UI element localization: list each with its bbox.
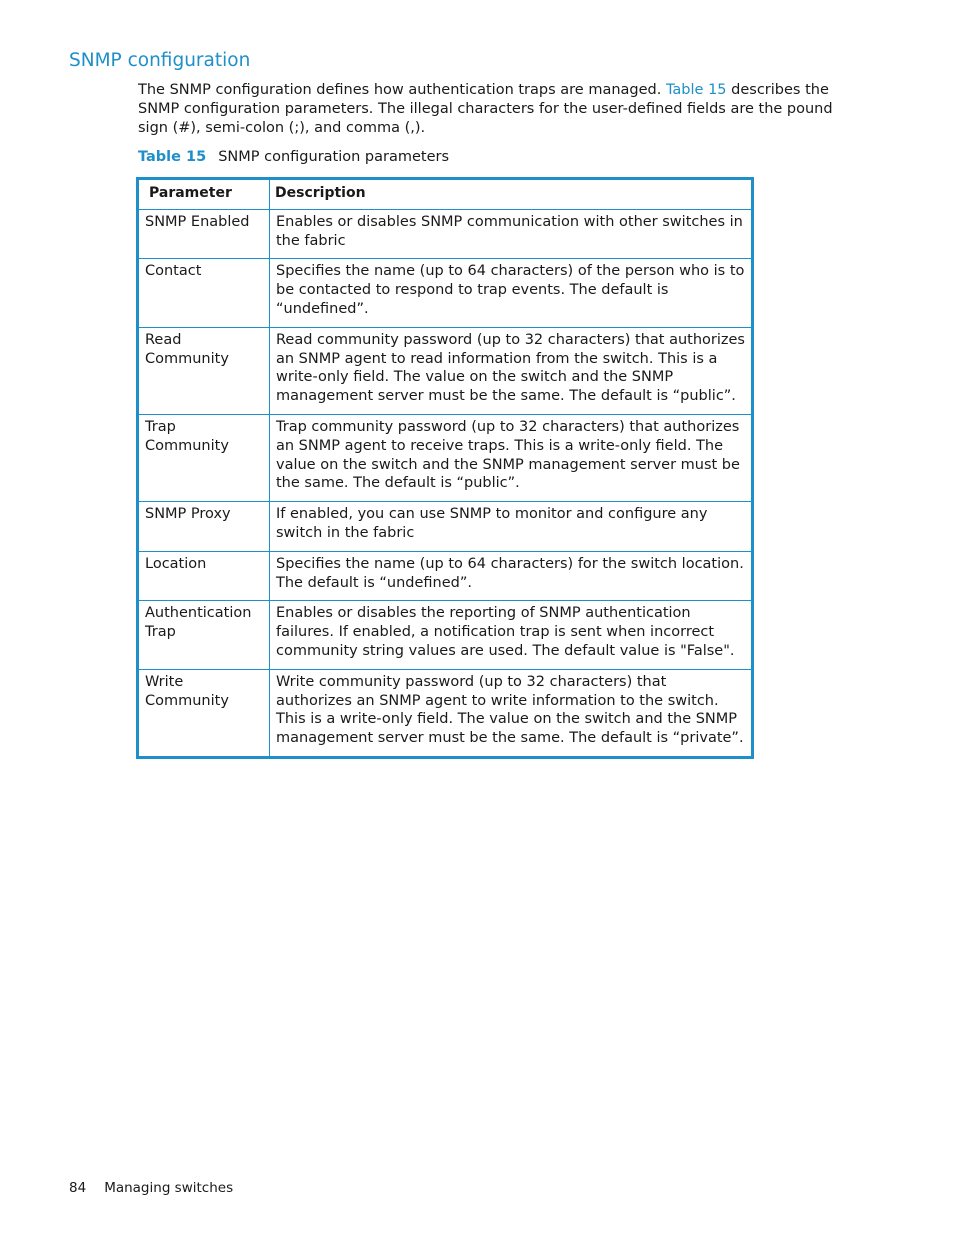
table-reference-link[interactable]: Table 15 <box>665 82 727 98</box>
parameter-cell: SNMP Enabled <box>138 209 270 259</box>
description-cell: Write community password (up to 32 characters) that authorizes an SNMP agent to write information to the switch. This is a write-only field. The value on the switch and the SNMP management server must be the same. The default is “private”. <box>270 669 753 757</box>
header-parameter: Parameter <box>138 179 270 210</box>
table-row <box>138 327 753 414</box>
table-row <box>138 414 753 501</box>
table-row <box>138 209 753 259</box>
description-cell: Read community password (up to 32 characters) that authorizes an SNMP agent to read information from the switch. This is a write-only field. The value on the switch and the SNMP management server must be the same. The default is “public”. <box>270 327 753 414</box>
parameter-cell: SNMP Proxy <box>138 502 270 552</box>
description-cell: If enabled, you can use SNMP to monitor and configure any switch in the fabric <box>270 502 753 552</box>
parameter-cell: Authentication Trap <box>138 601 270 669</box>
page-number: 84 <box>69 1180 87 1196</box>
description-cell: Enables or disables the reporting of SNMP authentication failures. If enabled, a notification trap is sent when incorrect community string values are used. The default value is "False". <box>270 601 753 669</box>
table-header-row <box>138 179 753 210</box>
parameter-cell: Location <box>138 551 270 601</box>
table-caption-text: SNMP configuration parameters <box>218 149 450 165</box>
parameter-cell: Contact <box>138 259 270 327</box>
page-footer <box>69 1180 233 1196</box>
parameter-cell: Trap Community <box>138 414 270 501</box>
intro-text-after: describes the SNMP configuration parameters. The illegal characters for the user-defined fields are the pound sign (#), semi-colon (;), and comma (,). <box>138 82 833 136</box>
description-cell: Trap community password (up to 32 characters) that authorizes an SNMP agent to receive traps. This is a write-only field. The value on the switch and the SNMP management server must be the same. The default is “public”. <box>270 414 753 501</box>
snmp-parameters-table <box>136 177 754 759</box>
intro-text-before: The SNMP configuration defines how authentication traps are managed. <box>138 82 666 98</box>
description-cell: Specifies the name (up to 64 characters) for the switch location. The default is “undefined”. <box>270 551 753 601</box>
header-description: Description <box>270 179 753 210</box>
table-row <box>138 669 753 757</box>
table-row <box>138 551 753 601</box>
table-row <box>138 601 753 669</box>
intro-paragraph <box>138 81 838 138</box>
table-caption <box>138 149 449 165</box>
description-cell: Specifies the name (up to 64 characters) of the person who is to be contacted to respond to trap events. The default is “undefined”. <box>270 259 753 327</box>
table-row <box>138 259 753 327</box>
table-row <box>138 502 753 552</box>
table-caption-label: Table 15 <box>138 149 207 165</box>
section-title: SNMP configuration <box>69 50 251 71</box>
parameter-cell: Write Community <box>138 669 270 757</box>
parameter-cell: Read Community <box>138 327 270 414</box>
chapter-title: Managing switches <box>104 1180 234 1196</box>
description-cell: Enables or disables SNMP communication with other switches in the fabric <box>270 209 753 259</box>
